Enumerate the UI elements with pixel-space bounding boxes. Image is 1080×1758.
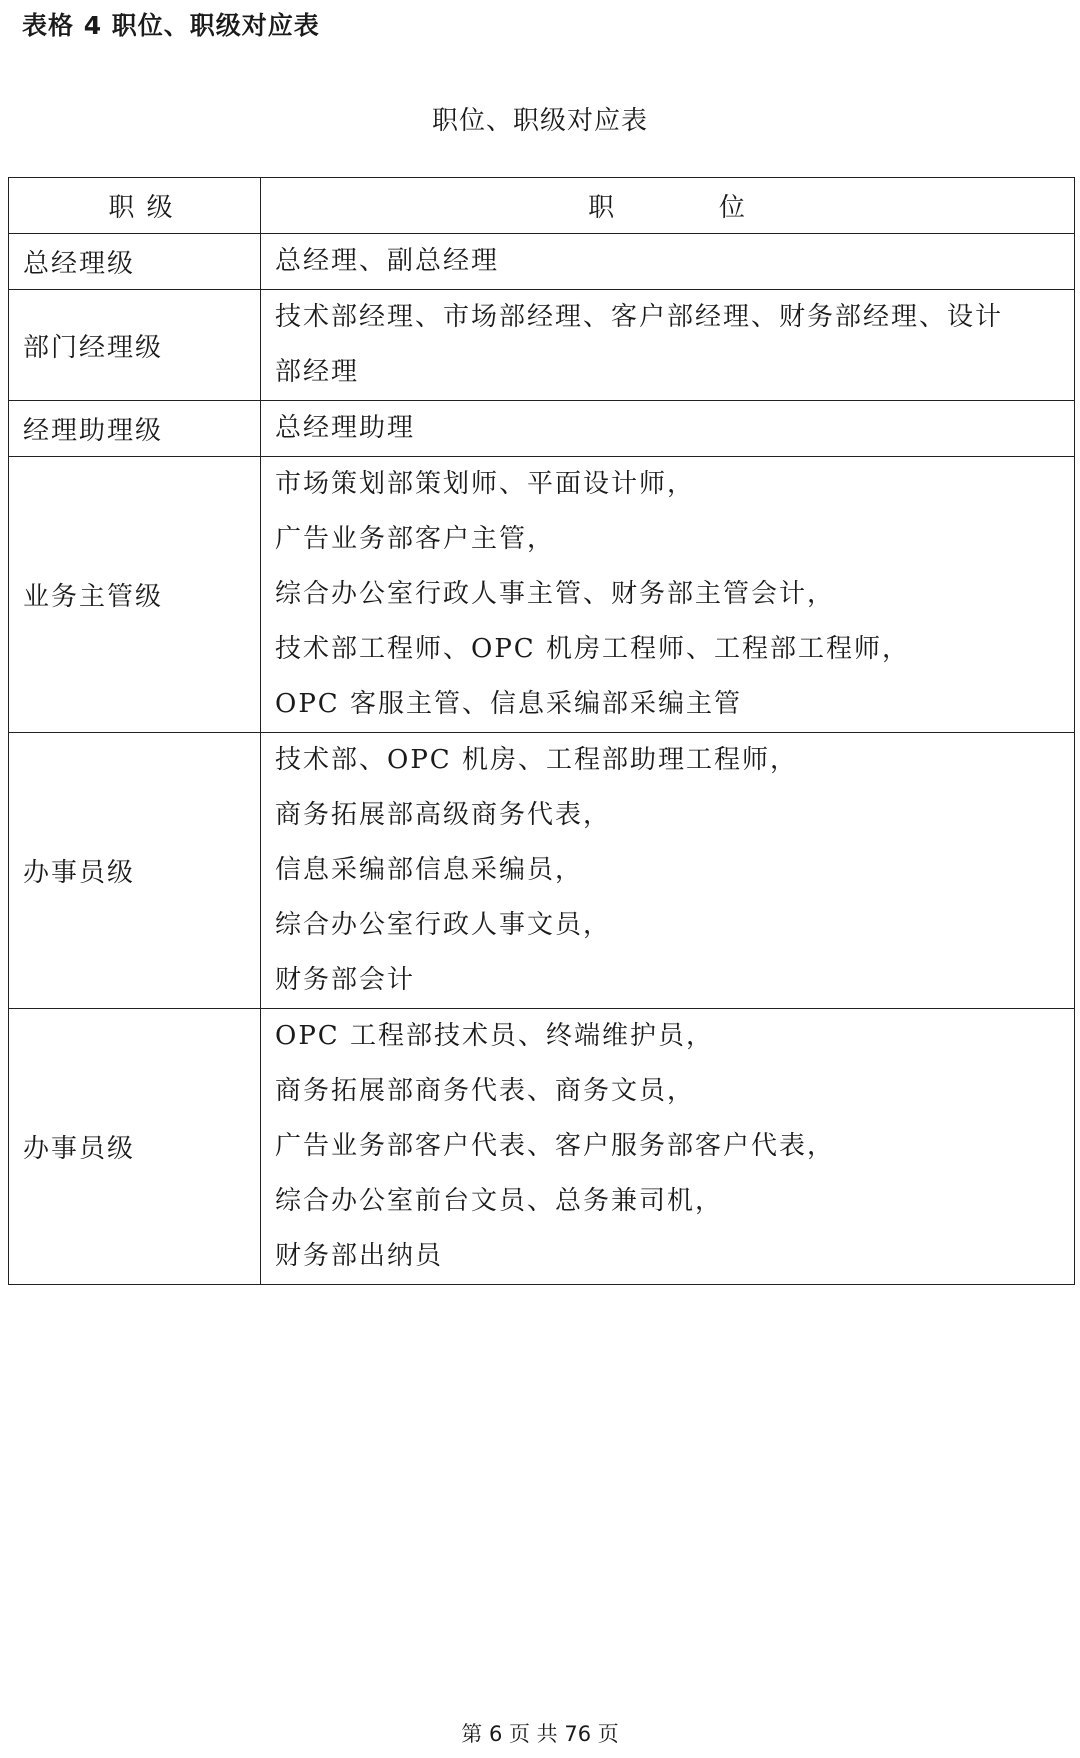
header-grade (9, 178, 261, 234)
position-line: 信息采编部信息采编员， (275, 855, 584, 885)
grade-cell: 经理助理级 (9, 401, 261, 457)
header-grade-label: 职 级 (108, 193, 175, 223)
position-line: 商务拓展部高级商务代表， (275, 800, 612, 830)
position-line: 技术部、OPC 机房、工程部助理工程师， (275, 745, 798, 775)
position-line: 技术部工程师、OPC 机房工程师、工程部工程师， (275, 634, 910, 664)
table-title: 职位、职级对应表 (431, 106, 648, 136)
position-line: 财务部出纳员 (275, 1241, 444, 1271)
position-cell (261, 1009, 1075, 1285)
table-row (9, 401, 1075, 457)
position-line: 总经理助理 (275, 413, 416, 443)
position-line: 部经理 (275, 357, 360, 387)
grade-cell: 办事员级 (9, 733, 261, 1009)
position-cell (261, 401, 1075, 457)
grade-cell: 业务主管级 (9, 457, 261, 733)
table-header-row (9, 178, 1075, 234)
position-cell (261, 733, 1075, 1009)
position-line: 市场策划部策划师、平面设计师， (275, 469, 696, 499)
header-position (261, 178, 1075, 234)
table-row (9, 1009, 1075, 1285)
position-line: 财务部会计 (275, 965, 416, 995)
position-line: 广告业务部客户代表、客户服务部客户代表， (275, 1131, 836, 1161)
position-line: 广告业务部客户主管， (275, 524, 556, 554)
grade-cell: 总经理级 (9, 234, 261, 290)
grade-cell: 部门经理级 (9, 290, 261, 401)
table-row (9, 733, 1075, 1009)
position-cell (261, 234, 1075, 290)
position-line: OPC 客服主管、信息采编部采编主管 (275, 689, 742, 719)
position-line: OPC 工程部技术员、终端维护员， (275, 1021, 714, 1051)
table-row (9, 457, 1075, 733)
position-line: 技术部经理、市场部经理、客户部经理、财务部经理、设计 (275, 302, 1004, 332)
position-line: 综合办公室行政人事文员， (275, 910, 612, 940)
header-position-label: 职 位 (588, 193, 747, 223)
position-line: 综合办公室前台文员、总务兼司机， (275, 1186, 724, 1216)
table-caption: 表格 4 职位、职级对应表 (22, 11, 320, 40)
table-row (9, 234, 1075, 290)
position-cell (261, 290, 1075, 401)
position-line: 总经理、副总经理 (275, 246, 500, 276)
grade-cell: 办事员级 (9, 1009, 261, 1285)
position-line: 综合办公室行政人事主管、财务部主管会计， (275, 579, 836, 609)
table-row (9, 290, 1075, 401)
position-grade-table (8, 177, 1075, 1285)
position-cell (261, 457, 1075, 733)
page-footer: 第 6 页 共 76 页 (461, 1722, 619, 1746)
position-line: 商务拓展部商务代表、商务文员， (275, 1076, 696, 1106)
